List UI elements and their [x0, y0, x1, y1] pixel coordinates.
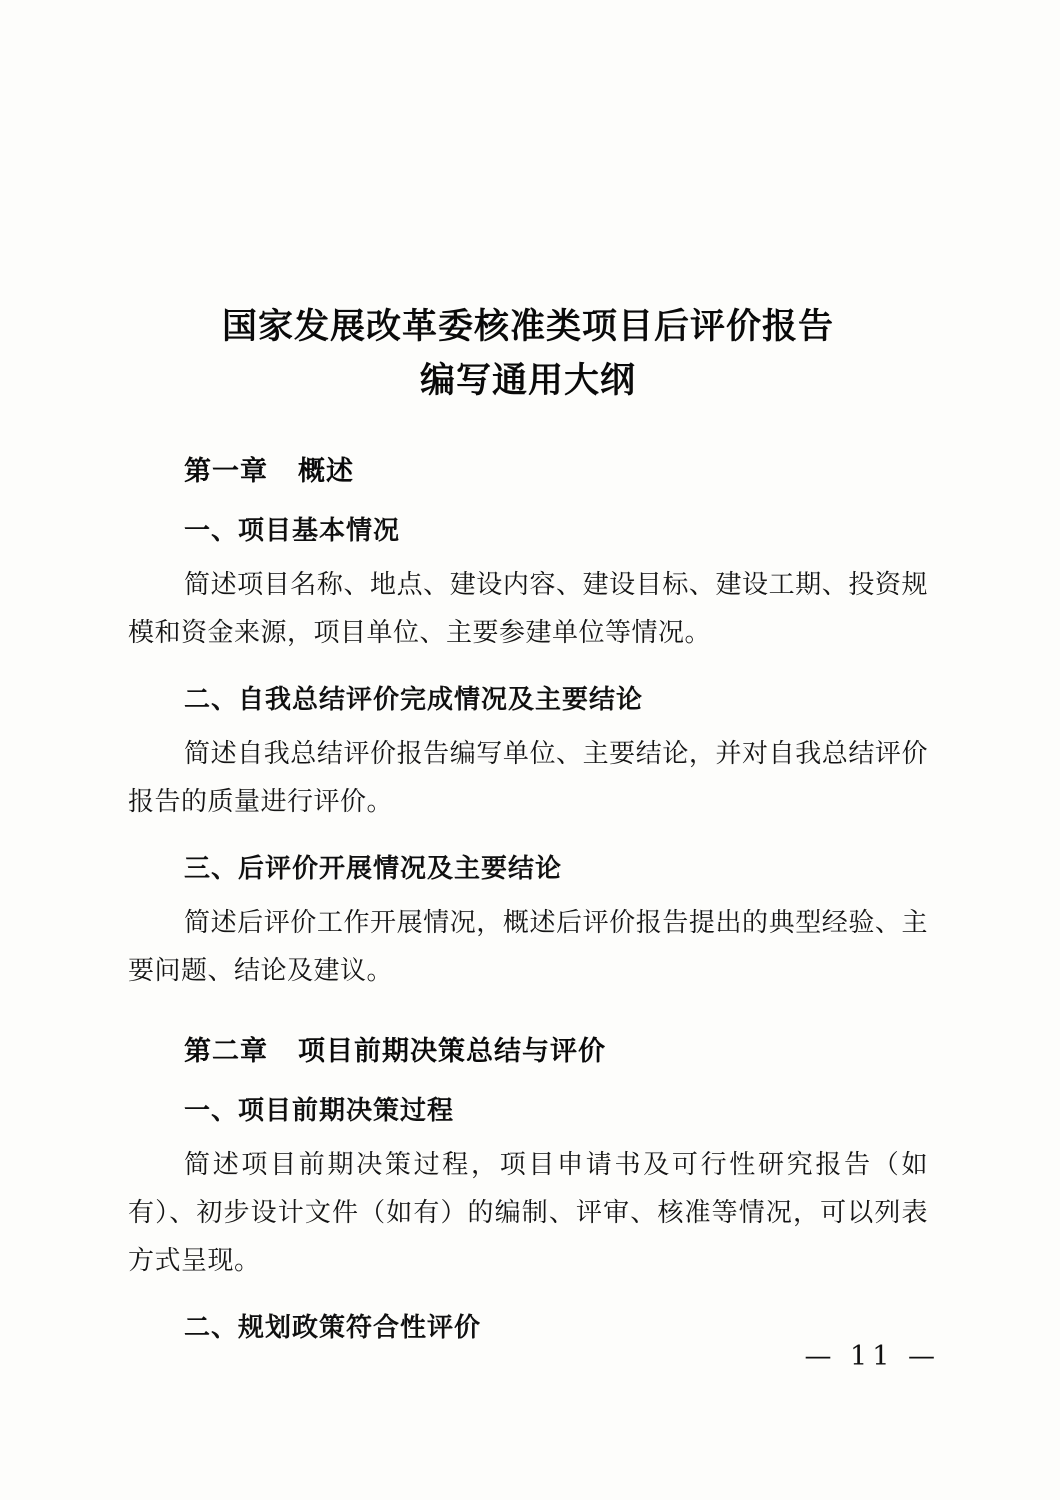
section-heading-1-2: 二、自我总结评价完成情况及主要结论	[184, 684, 644, 715]
chapter-label-1: 第一章	[184, 455, 268, 487]
document-title-block	[128, 300, 928, 409]
paragraph-2-1: 简述项目前期决策过程，项目申请书及可行性研究报告（如有）、初步设计文件（如有）的编制、评审、核准等情况，可以列表方式呈现。	[128, 1150, 928, 1277]
section-heading-2-2: 二、规划政策符合性评价	[184, 1313, 482, 1344]
chapter-title-2: 项目前期决策总结与评价	[298, 1036, 606, 1068]
paragraph-1-3: 简述后评价工作开展情况，概述后评价报告提出的典型经验、主要问题、结论及建议。	[128, 907, 928, 986]
paragraph-1-2: 简述自我总结评价报告编写单位、主要结论，并对自我总结评价报告的质量进行评价。	[128, 738, 928, 817]
section-heading-2-1: 一、项目前期决策过程	[184, 1096, 455, 1127]
chapter-heading-2	[128, 1029, 928, 1068]
chapter-title-1: 概述	[298, 455, 354, 487]
page-title	[128, 300, 928, 409]
section-heading-1-3: 三、后评价开展情况及主要结论	[184, 853, 563, 884]
page-title-line-2: 编写通用大纲	[419, 360, 636, 402]
document-body	[128, 300, 928, 1344]
page-title-line-1: 国家发展改革委核准类项目后评价报告	[221, 306, 834, 347]
section-heading-1-1: 一、项目基本情况	[184, 515, 401, 546]
paragraph-1-1: 简述项目名称、地点、建设内容、建设目标、建设工期、投资规模和资金来源，项目单位、主要参建单位等情况。	[128, 569, 928, 648]
chapter-label-2: 第二章	[184, 1036, 268, 1068]
page-number: — 11 —	[804, 1341, 940, 1372]
chapter-heading-1	[128, 449, 928, 488]
